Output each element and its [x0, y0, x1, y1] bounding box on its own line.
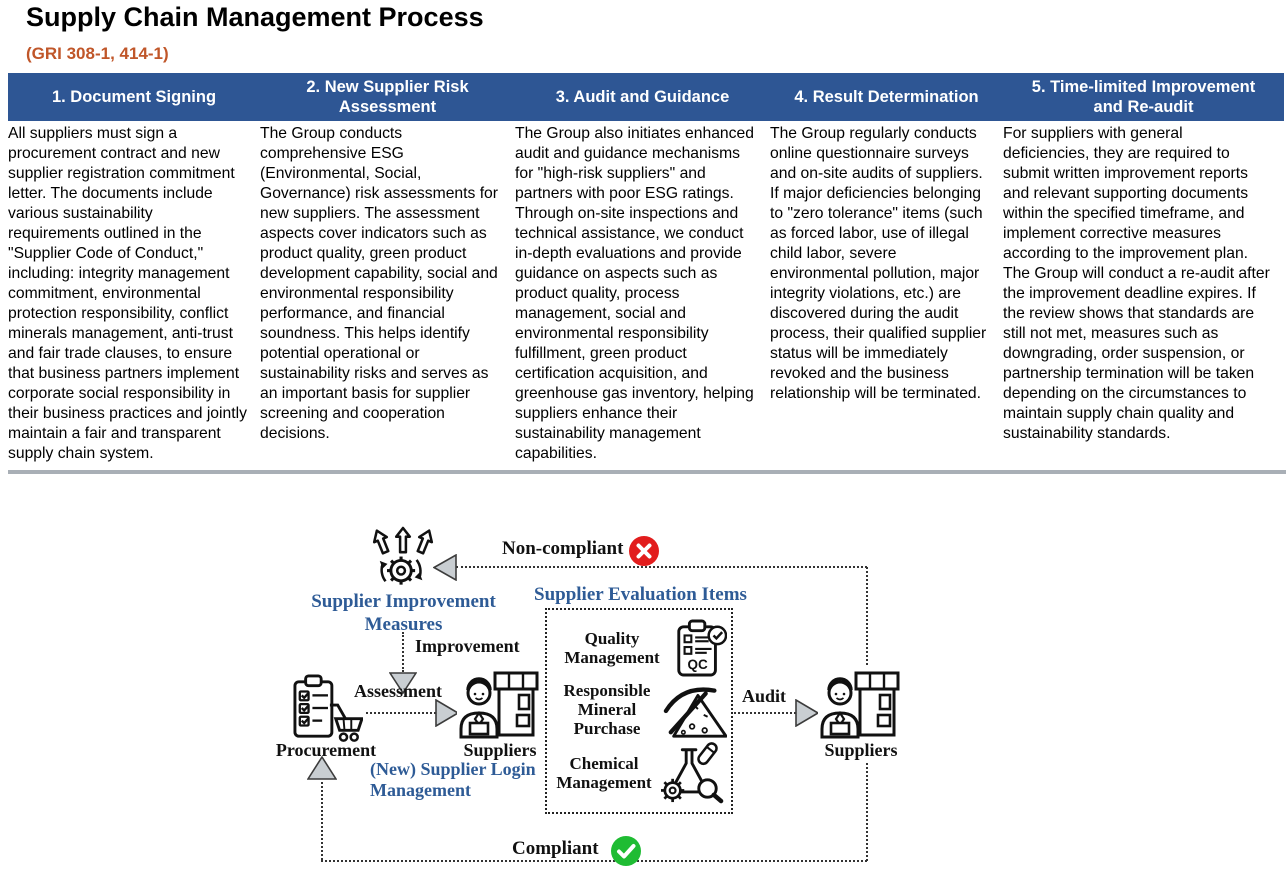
col-header-result-determination: 4. Result Determination [770, 73, 1003, 121]
arrowhead-right-assessment-icon [435, 699, 459, 727]
quality-management-row [551, 618, 727, 678]
col-header-document-signing: 1. Document Signing [8, 73, 260, 121]
chemical-management-label: Chemical Management [556, 754, 652, 793]
cell-risk-assessment: The Group conducts comprehensive ESG (Environmental, Social, Governance) risk assessments for new suppliers. The assessment aspects cover indicators such as product quality, green product development capability, social and environmental responsibility performance, and financial soundness. This helps identify potential operational or sustainability risks and serves as an important basis for supplier screening and cooperation decisions. [260, 125, 499, 442]
audit-label: Audit [742, 686, 787, 706]
assessment-label: Assessment [354, 681, 442, 701]
responsible-mineral-label: Responsible Mineral Purchase [563, 681, 651, 739]
qc-clipboard-icon [673, 618, 727, 678]
process-table [8, 73, 1286, 474]
audit-connector-line [734, 712, 796, 714]
suppliers-right-label: Suppliers [820, 740, 902, 761]
arrowhead-right-audit-icon [795, 699, 819, 727]
x-circle-icon [628, 535, 660, 567]
assessment-connector-line [366, 712, 436, 714]
non-compliant-label: Non-compliant [502, 538, 624, 559]
responsible-mineral-row [551, 681, 727, 739]
compliant-connector-line [321, 860, 867, 862]
suppliers-left-label: Suppliers [463, 740, 537, 760]
table-header-row [8, 73, 1284, 121]
clipboard-cart-icon [291, 674, 363, 742]
flask-gear-magnifier-icon [657, 742, 727, 804]
pickaxe-mineral-icon [663, 681, 727, 739]
compliant-label: Compliant [512, 838, 599, 859]
supplier-improvement-measures-label: Supplier Improvement Measures [311, 591, 496, 635]
cell-result-determination: The Group regularly conducts online questionnaire surveys and on-site audits of suppliers. If major deficiencies belonging to "zero tolerance" items (such as forced labor, use of illegal child labor, severe environmental pollution, major integrity violations, etc.) are discovered during the audit process, their qualified supplier status will be immediately revoked and the business relationship will be terminated. [770, 125, 987, 402]
procurement-label: Procurement [275, 740, 377, 760]
person-store-icon [457, 667, 541, 741]
non-compliant-connector-line [456, 566, 867, 568]
person-store-icon [818, 667, 902, 741]
col-header-improvement-reaudit: 5. Time-limited Improvement and Re-audit [1003, 73, 1284, 121]
chemical-management-row [551, 742, 727, 804]
improvement-connector-line [402, 632, 404, 672]
improvement-label: Improvement [415, 636, 520, 656]
cell-improvement-reaudit: For suppliers with general deficiencies, they are required to submit written improvement reports and relevant supporting documents within the specified timeframe, and implement corrective measures according to the improvement plan. The Group will conduct a re-audit after the improvement deadline expires. If the review shows that standards are still not met, measures such as downgrading, order suspension, or partnership termination will be taken depending on the circumstances to maintain supply chain quality and sustainability standards. [1003, 125, 1270, 442]
col-header-risk-assessment: 2. New Supplier Risk Assessment [260, 73, 515, 121]
quality-management-label: Quality Management [564, 628, 660, 667]
supplier-evaluation-items-label: Supplier Evaluation Items [534, 584, 747, 605]
col-header-audit-guidance: 3. Audit and Guidance [515, 73, 770, 121]
table-body-row [8, 121, 1284, 470]
cell-audit-guidance: The Group also initiates enhanced audit and guidance mechanisms for "high-risk suppliers" and partners with poor ESG ratings. Through on-site inspections and technical assistance, we conduct in-depth evaluations and provide guidance on aspects such as product quality, process management, social and environmental responsibility fulfillment, green product certification acquisition, and greenhouse gas inventory, helping suppliers enhance their sustainability management capabilities. [515, 125, 754, 462]
gri-reference: (GRI 308-1, 414-1) [26, 44, 169, 63]
process-flow-diagram [0, 522, 1288, 878]
gear-up-arrows-icon [372, 526, 434, 590]
page-title: Supply Chain Management Process [26, 2, 484, 32]
left-vertical-connector-line [321, 782, 323, 860]
new-supplier-login-label: (New) Supplier Login Management [370, 759, 536, 800]
cell-document-signing: All suppliers must sign a procurement contract and new supplier registration commitment letter. The documents include various sustainability requirements outlined in the "Supplier Code of Conduct," including: integrity management commitment, environmental protection responsibility, conflict minerals management, anti-trust and fair trade clauses, to ensure that business partners implement corporate social responsibility in their business practices and jointly maintain a fair and transparent supply chain system. [8, 125, 247, 462]
svg-text:QC: QC [687, 656, 708, 672]
arrowhead-left-icon [433, 554, 457, 581]
check-circle-icon [610, 835, 642, 867]
supplier-evaluation-items-box [545, 608, 733, 814]
